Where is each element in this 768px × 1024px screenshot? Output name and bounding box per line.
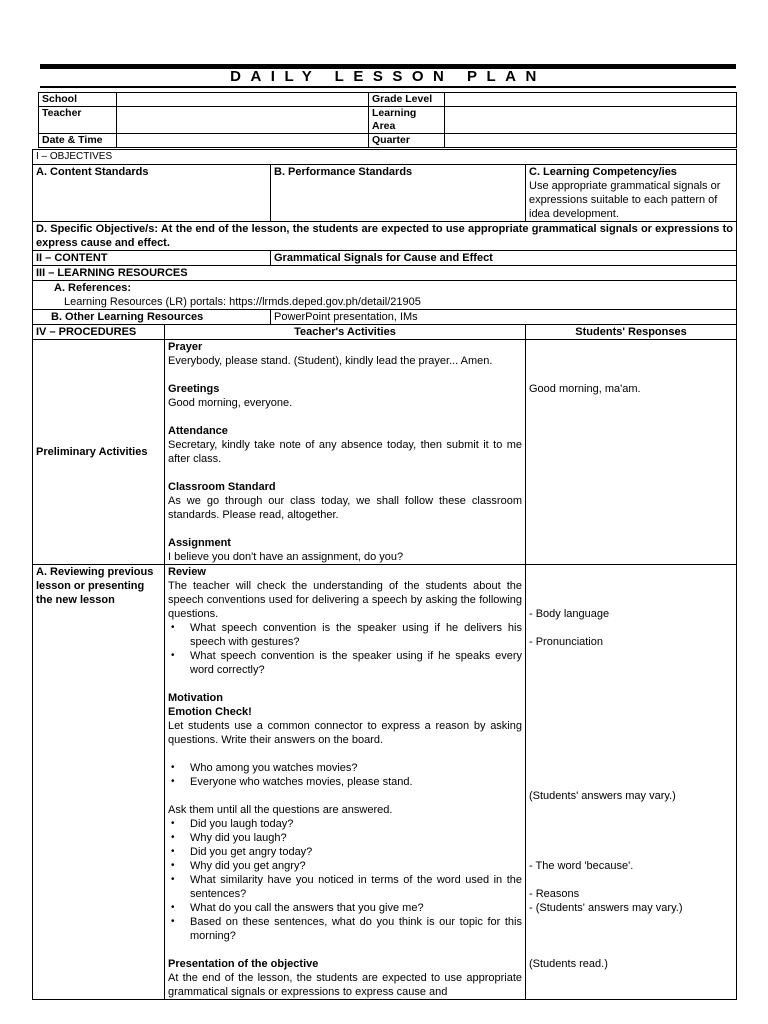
presentation-text: At the end of the lesson, the students are expected to use appropriate grammatical signals or expressions to express cause and xyxy=(168,972,522,998)
greetings-response: Good morning, ma'am. xyxy=(529,383,641,395)
school-field[interactable] xyxy=(117,93,369,107)
attendance-text: Secretary, kindly take note of any absence today, then submit it to me after class. xyxy=(168,439,522,465)
list-item: • Why did you laugh? xyxy=(168,831,522,845)
list-item: • Did you laugh today? xyxy=(168,817,522,831)
assignment-heading: Assignment xyxy=(168,537,231,549)
table-row xyxy=(33,150,737,165)
quarter-field[interactable] xyxy=(445,134,737,148)
competency-label: C. Learning Competency/ies xyxy=(529,166,677,178)
date-time-field[interactable] xyxy=(117,134,369,148)
objectives-heading: I – OBJECTIVES xyxy=(33,150,737,165)
motivation-questions xyxy=(168,761,522,789)
review-questions xyxy=(168,621,522,677)
learning-area-label: Learning Area xyxy=(369,107,445,134)
header-info-table xyxy=(38,92,737,148)
table-row xyxy=(33,266,737,281)
content-standards-label: A. Content Standards xyxy=(33,165,271,222)
other-resources-label: B. Other Learning Resources xyxy=(33,310,271,325)
competency-cell xyxy=(526,165,737,222)
prayer-heading: Prayer xyxy=(168,341,203,353)
other-resources-value: PowerPoint presentation, IMs xyxy=(271,310,737,325)
table-row xyxy=(33,310,737,325)
greetings-text: Good morning, everyone. xyxy=(168,397,293,409)
list-item: • What speech convention is the speaker using if he delivers his speech with gestures? xyxy=(168,621,522,649)
review-responses xyxy=(526,565,737,1000)
grade-level-field[interactable] xyxy=(445,93,737,107)
school-label: School xyxy=(39,93,117,107)
references-cell xyxy=(33,281,737,310)
motivation-heading: Motivation xyxy=(168,692,223,704)
document-title: DAILY LESSON PLAN xyxy=(230,68,546,85)
teacher-label: Teacher xyxy=(39,107,117,134)
table-row xyxy=(39,107,737,134)
table-row xyxy=(39,134,737,148)
grade-level-label: Grade Level xyxy=(369,93,445,107)
procedures-heading: IV – PROCEDURES xyxy=(33,325,165,340)
emotion-check-heading: Emotion Check! xyxy=(168,706,252,718)
attendance-heading: Attendance xyxy=(168,425,228,437)
quarter-label: Quarter xyxy=(369,134,445,148)
response-body-language: - Body language xyxy=(529,608,610,620)
references-label: A. References: xyxy=(54,282,132,294)
classroom-standard-heading: Classroom Standard xyxy=(168,481,276,493)
response-answers-vary: (Students' answers may vary.) xyxy=(529,790,676,802)
specific-objectives: D. Specific Objective/s: At the end of the lesson, the students are expected to use appropriate grammatical signals or expressions to express cause and effect. xyxy=(33,222,737,251)
response-reasons: - Reasons xyxy=(529,888,580,900)
ask-questions xyxy=(168,817,522,943)
competency-text: Use appropriate grammatical signals or expressions suitable to each pattern of idea development. xyxy=(529,180,721,220)
motivation-text: Let students use a common connector to express a reason by asking questions. Write their answers on the board. xyxy=(168,720,522,746)
list-item: • Did you get angry today? xyxy=(168,845,522,859)
table-row xyxy=(33,325,737,340)
review-text: The teacher will check the understanding of the students about the speech conventions used for delivering a speech by asking the following questions. xyxy=(168,580,522,620)
content-label: II – CONTENT xyxy=(33,251,271,266)
list-item: • What speech convention is the speaker using if he speaks every word correctly? xyxy=(168,649,522,677)
greetings-heading: Greetings xyxy=(168,383,220,395)
response-topic-vary: - (Students' answers may vary.) xyxy=(529,902,683,914)
table-row xyxy=(33,340,737,565)
table-row xyxy=(33,281,737,310)
learning-area-field[interactable] xyxy=(445,107,737,134)
student-responses-header: Students' Responses xyxy=(526,325,737,340)
list-item: • Based on these sentences, what do you think is our topic for this morning? xyxy=(168,915,522,943)
performance-standards-label: B. Performance Standards xyxy=(271,165,526,222)
assignment-text: I believe you don't have an assignment, do you? xyxy=(168,551,404,563)
reviewing-label: A. Reviewing previous lesson or presenting the new lesson xyxy=(33,565,165,1000)
table-row xyxy=(33,222,737,251)
response-pronunciation: - Pronunciation xyxy=(529,636,603,648)
response-because: - The word 'because'. xyxy=(529,860,634,872)
references-text: Learning Resources (LR) portals: https://lrmds.deped.gov.ph/detail/21905 xyxy=(64,296,421,308)
table-row xyxy=(39,93,737,107)
list-item: • What do you call the answers that you give me? xyxy=(168,901,522,915)
classroom-standard-text: As we go through our class today, we shall follow these classroom standards. Please read, altogether. xyxy=(168,495,522,521)
teacher-field[interactable] xyxy=(117,107,369,134)
preliminary-responses xyxy=(526,340,737,565)
teacher-activities-header: Teacher's Activities xyxy=(165,325,526,340)
title-bottom-rule xyxy=(40,86,736,88)
ask-instruction: Ask them until all the questions are answered. xyxy=(168,804,393,816)
content-value: Grammatical Signals for Cause and Effect xyxy=(271,251,737,266)
review-activities xyxy=(165,565,526,1000)
list-item: • Why did you get angry? xyxy=(168,859,522,873)
list-item: • What similarity have you noticed in terms of the word used in the sentences? xyxy=(168,873,522,901)
list-item: • Everyone who watches movies, please stand. xyxy=(168,775,522,789)
table-row xyxy=(33,565,737,1000)
presentation-heading: Presentation of the objective xyxy=(168,958,319,970)
preliminary-activities xyxy=(165,340,526,565)
date-time-label: Date & Time xyxy=(39,134,117,148)
list-item: • Who among you watches movies? xyxy=(168,761,522,775)
lesson-plan-table xyxy=(32,149,737,1000)
resources-heading: III – LEARNING RESOURCES xyxy=(33,266,737,281)
prayer-text: Everybody, please stand. (Student), kindly lead the prayer... Amen. xyxy=(168,355,493,367)
table-row xyxy=(33,165,737,222)
response-students-read: (Students read.) xyxy=(529,958,608,970)
preliminary-label: Preliminary Activities xyxy=(33,340,165,565)
table-row xyxy=(33,251,737,266)
review-heading: Review xyxy=(168,566,206,578)
